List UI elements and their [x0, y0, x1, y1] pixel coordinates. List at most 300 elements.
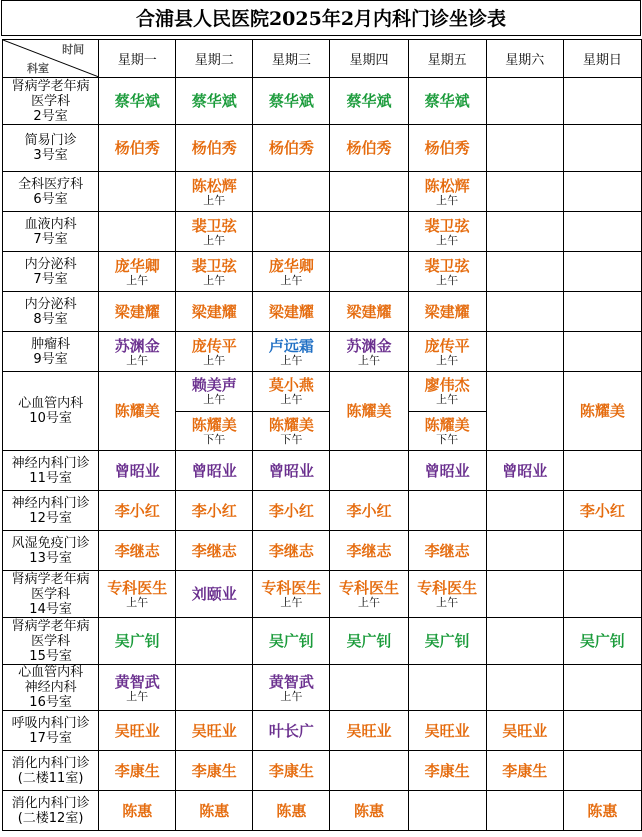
doctor-name: 裴卫弦: [191, 216, 237, 235]
department-label: 神经内科门诊: [11, 455, 90, 471]
department-label: 15号室: [29, 648, 72, 664]
session-label: 上午: [203, 193, 226, 207]
schedule-row: [3, 372, 642, 451]
session-label: 上午: [203, 353, 226, 367]
doctor-name: 杨伯秀: [346, 139, 392, 157]
doctor-name: 吴旺业: [346, 721, 392, 740]
department-label: 2号室: [33, 108, 68, 124]
department-cell: [3, 372, 99, 451]
schedule-cell: [99, 212, 176, 252]
doctor-name: 陈惠: [199, 801, 230, 820]
schedule-row: [3, 751, 642, 791]
department-cell: [3, 125, 99, 172]
schedule-subcell: [253, 372, 329, 412]
doctor-name: 陈惠: [122, 801, 153, 820]
doctor-name: 梁建耀: [191, 302, 237, 321]
department-cell: [3, 212, 99, 252]
department-label: 8号室: [33, 311, 68, 327]
schedule-cell: [408, 292, 486, 332]
schedule-cell: [99, 292, 176, 332]
department-label: 呼吸内科门诊: [11, 715, 90, 731]
session-label: 上午: [280, 689, 303, 703]
schedule-cell: [486, 491, 563, 531]
schedule-cell: [408, 372, 486, 451]
schedule-cell: [253, 332, 330, 372]
schedule-cell: [486, 751, 563, 791]
schedule-cell: [408, 531, 486, 571]
schedule-cell: [408, 78, 486, 125]
schedule-cell: [253, 791, 330, 831]
doctor-name: 李继志: [114, 541, 160, 560]
department-cell: [3, 711, 99, 751]
department-label: 7号室: [33, 271, 68, 287]
doctor-name: 吴广钊: [424, 632, 470, 650]
schedule-cell: [330, 751, 408, 791]
schedule-cell: [563, 292, 641, 332]
schedule-cell: [176, 618, 253, 665]
schedule-cell: [330, 791, 408, 831]
department-label: 肾病学老年病: [11, 571, 90, 587]
doctor-name: 杨伯秀: [191, 139, 237, 157]
session-label: 下午: [436, 432, 459, 446]
schedule-cell: [486, 665, 563, 711]
schedule-cell: [330, 571, 408, 618]
doctor-name: 李继志: [191, 541, 237, 560]
doctor-name: 叶长广: [268, 721, 314, 740]
doctor-name: 庞华卿: [268, 256, 314, 275]
doctor-name: 裴卫弦: [424, 256, 470, 275]
doctor-name: 李小红: [191, 501, 237, 520]
schedule-row: [3, 78, 642, 125]
session-label: 下午: [203, 432, 226, 446]
schedule-row: [3, 531, 642, 571]
schedule-cell: [253, 571, 330, 618]
schedule-cell: [330, 491, 408, 531]
department-label: 心血管内科: [18, 665, 84, 680]
doctor-name: 李继志: [268, 541, 314, 560]
doctor-name: 陈耀美: [191, 415, 237, 434]
schedule-cell: [253, 491, 330, 531]
schedule-cell: [563, 791, 641, 831]
schedule-cell: [563, 212, 641, 252]
doctor-name: 吴旺业: [191, 721, 237, 740]
department-cell: [3, 618, 99, 665]
session-label: 上午: [358, 596, 381, 609]
schedule-cell: [408, 332, 486, 372]
schedule-cell: [408, 212, 486, 252]
day-header-sat: 星期六: [486, 40, 563, 78]
schedule-cell: [253, 212, 330, 252]
doctor-name: 陈惠: [354, 801, 385, 820]
schedule-cell: [563, 665, 641, 711]
schedule-cell: [99, 665, 176, 711]
session-label: 上午: [126, 689, 149, 703]
schedule-cell: [486, 372, 563, 451]
doctor-name: 陈松辉: [191, 176, 237, 195]
department-label: 神经内科门诊: [11, 495, 90, 511]
schedule-cell: [176, 125, 253, 172]
schedule-row: [3, 172, 642, 212]
schedule-cell: [253, 618, 330, 665]
department-label: 简易门诊: [24, 133, 77, 148]
doctor-name: 赖美声: [191, 376, 237, 395]
schedule-cell: [176, 172, 253, 212]
session-label: 上午: [126, 273, 149, 287]
department-label: 神经内科: [24, 680, 77, 695]
doctor-name: 蔡华斌: [191, 92, 237, 110]
doctor-name: 曾昭业: [268, 461, 314, 480]
doctor-name: 吴旺业: [502, 721, 548, 740]
schedule-cell: [176, 751, 253, 791]
schedule-cell: [408, 252, 486, 292]
doctor-name: 李康生: [502, 761, 548, 780]
session-label: 上午: [203, 273, 226, 287]
schedule-cell: [176, 252, 253, 292]
schedule-row: [3, 451, 642, 491]
doctor-name: 专科医生: [417, 579, 478, 597]
schedule-cell: [99, 78, 176, 125]
schedule-row: [3, 571, 642, 618]
doctor-name: 曾昭业: [424, 461, 470, 480]
schedule-cell: [99, 372, 176, 451]
schedule-cell: [486, 292, 563, 332]
schedule-cell: [176, 791, 253, 831]
doctor-name: 陈耀美: [346, 402, 392, 420]
doctor-name: 吴旺业: [114, 721, 160, 740]
day-header-wed: 星期三: [253, 40, 330, 78]
session-label: 上午: [358, 353, 381, 367]
page-title: 合浦县人民医院2025年2月内科门诊坐诊表: [1, 0, 641, 36]
department-label: 医学科: [31, 633, 71, 649]
department-label: (二楼12室): [17, 810, 84, 826]
schedule-cell: [486, 571, 563, 618]
schedule-row: [3, 292, 642, 332]
schedule-row: [3, 332, 642, 372]
department-label: 内分泌科: [24, 256, 77, 272]
schedule-row: [3, 665, 642, 711]
department-label: 14号室: [29, 601, 72, 617]
doctor-name: 杨伯秀: [424, 139, 470, 157]
schedule-cell: [176, 665, 253, 711]
schedule-cell: [486, 711, 563, 751]
schedule-cell: [486, 332, 563, 372]
schedule-cell: [253, 292, 330, 332]
corner-dept-label: 科室: [27, 62, 49, 75]
schedule-cell: [408, 618, 486, 665]
department-label: 心血管内科: [18, 396, 84, 411]
schedule-cell: [330, 618, 408, 665]
doctor-name: 专科医生: [339, 579, 400, 597]
schedule-cell: [563, 252, 641, 292]
schedule-cell: [99, 172, 176, 212]
schedule-subcell: [176, 412, 252, 451]
doctor-name: 苏渊金: [114, 336, 160, 355]
department-cell: [3, 292, 99, 332]
schedule-cell: [486, 172, 563, 212]
schedule-cell: [99, 791, 176, 831]
department-label: 6号室: [33, 191, 68, 207]
session-label: 上午: [436, 393, 459, 407]
doctor-name: 庞华卿: [114, 256, 160, 275]
department-cell: [3, 751, 99, 791]
department-cell: [3, 172, 99, 212]
session-label: 上午: [436, 353, 459, 367]
session-label: 上午: [436, 273, 459, 287]
schedule-cell: [408, 491, 486, 531]
session-label: 上午: [126, 596, 149, 609]
schedule-body: [3, 78, 642, 831]
department-label: 12号室: [29, 510, 72, 526]
schedule-row: [3, 791, 642, 831]
schedule-cell: [408, 791, 486, 831]
doctor-name: 陈惠: [587, 801, 618, 820]
department-cell: [3, 451, 99, 491]
schedule-cell: [563, 372, 641, 451]
department-label: 医学科: [31, 586, 71, 602]
doctor-name: 陈耀美: [424, 415, 470, 434]
schedule-cell: [330, 125, 408, 172]
schedule-cell: [408, 571, 486, 618]
session-label: 上午: [436, 596, 459, 609]
day-header-mon: 星期一: [99, 40, 176, 78]
doctor-name: 陈松辉: [424, 176, 470, 195]
day-header-tue: 星期二: [176, 40, 253, 78]
department-cell: [3, 491, 99, 531]
schedule-cell: [99, 751, 176, 791]
doctor-name: 李继志: [424, 541, 470, 560]
schedule-cell: [330, 372, 408, 451]
schedule-cell: [176, 571, 253, 618]
schedule-cell: [486, 451, 563, 491]
schedule-cell: [176, 332, 253, 372]
schedule-cell: [408, 172, 486, 212]
doctor-name: 苏渊金: [346, 336, 392, 355]
schedule-table: [2, 39, 642, 831]
doctor-name: 裴卫弦: [191, 256, 237, 275]
doctor-name: 吴旺业: [424, 721, 470, 740]
department-label: (二楼11室): [17, 770, 84, 786]
doctor-name: 曾昭业: [191, 461, 237, 480]
schedule-cell: [99, 618, 176, 665]
session-label: 上午: [280, 273, 303, 287]
corner-time-label: 时间: [62, 43, 85, 56]
doctor-name: 黄智武: [268, 672, 314, 691]
schedule-cell: [253, 451, 330, 491]
schedule-cell: [408, 751, 486, 791]
doctor-name: 陈耀美: [268, 415, 314, 434]
schedule-cell: [176, 451, 253, 491]
corner-header: [3, 40, 99, 78]
department-label: 医学科: [31, 93, 71, 109]
schedule-cell: [330, 172, 408, 212]
schedule-cell: [176, 292, 253, 332]
day-header-thu: 星期四: [330, 40, 408, 78]
department-cell: [3, 571, 99, 618]
doctor-name: 李康生: [191, 761, 237, 780]
doctor-name: 蔡华斌: [346, 92, 392, 110]
doctor-name: 陈耀美: [114, 402, 160, 420]
session-label: 上午: [126, 353, 149, 367]
department-label: 内分泌科: [24, 296, 77, 312]
schedule-cell: [330, 451, 408, 491]
schedule-cell: [486, 531, 563, 571]
doctor-name: 陈惠: [276, 801, 307, 820]
doctor-name: 卢远霜: [268, 336, 314, 355]
department-label: 风湿免疫门诊: [11, 535, 90, 551]
doctor-name: 庞传平: [424, 336, 470, 355]
schedule-cell: [486, 252, 563, 292]
schedule-cell: [253, 372, 330, 451]
schedule-cell: [563, 451, 641, 491]
doctor-name: 廖伟杰: [424, 376, 470, 395]
schedule-row: [3, 491, 642, 531]
header-row: [3, 40, 642, 78]
schedule-cell: [176, 78, 253, 125]
schedule-cell: [408, 451, 486, 491]
session-label: 上午: [436, 233, 459, 247]
doctor-name: 李小红: [268, 501, 314, 520]
schedule-cell: [486, 125, 563, 172]
schedule-cell: [330, 78, 408, 125]
doctor-name: 李康生: [424, 761, 470, 780]
schedule-row: [3, 618, 642, 665]
doctor-name: 曾昭业: [502, 461, 548, 480]
schedule-cell: [99, 252, 176, 292]
schedule-row: [3, 125, 642, 172]
schedule-cell: [99, 125, 176, 172]
schedule-cell: [563, 571, 641, 618]
department-label: 9号室: [33, 351, 68, 367]
schedule-cell: [99, 491, 176, 531]
doctor-name: 梁建耀: [424, 302, 470, 321]
schedule-cell: [253, 751, 330, 791]
schedule-cell: [563, 332, 641, 372]
schedule-cell: [330, 292, 408, 332]
department-label: 消化内科门诊: [11, 755, 90, 771]
doctor-name: 蔡华斌: [268, 92, 314, 110]
schedule-cell: [408, 125, 486, 172]
schedule-cell: [330, 531, 408, 571]
doctor-name: 黄智武: [114, 672, 160, 691]
doctor-name: 吴广钊: [346, 632, 392, 650]
doctor-name: 庞传平: [191, 336, 237, 355]
doctor-name: 李小红: [346, 501, 392, 520]
department-label: 血液内科: [24, 216, 77, 232]
schedule-cell: [563, 531, 641, 571]
session-label: 上午: [280, 393, 303, 407]
session-label: 上午: [203, 233, 226, 247]
doctor-name: 梁建耀: [114, 302, 160, 321]
department-label: 肾病学老年病: [11, 618, 90, 634]
doctor-name: 杨伯秀: [268, 139, 314, 157]
doctor-name: 蔡华斌: [424, 92, 470, 110]
schedule-cell: [330, 665, 408, 711]
schedule-cell: [330, 212, 408, 252]
department-cell: [3, 78, 99, 125]
session-label: 下午: [280, 432, 303, 446]
schedule-cell: [563, 491, 641, 531]
schedule-cell: [253, 711, 330, 751]
department-cell: [3, 665, 99, 711]
schedule-cell: [99, 711, 176, 751]
department-label: 11号室: [29, 470, 72, 486]
schedule-row: [3, 252, 642, 292]
department-label: 13号室: [29, 550, 72, 566]
schedule-cell: [563, 125, 641, 172]
doctor-name: 梁建耀: [346, 302, 392, 321]
schedule-cell: [253, 252, 330, 292]
schedule-cell: [330, 252, 408, 292]
doctor-name: 吴广钊: [268, 632, 314, 650]
doctor-name: 吴广钊: [579, 632, 625, 650]
schedule-subcell: [176, 372, 252, 412]
schedule-subcell: [409, 372, 486, 412]
schedule-cell: [253, 172, 330, 212]
schedule-cell: [408, 665, 486, 711]
department-cell: [3, 332, 99, 372]
schedule-cell: [99, 332, 176, 372]
doctor-name: 李小红: [579, 501, 625, 520]
doctor-name: 刘颐业: [191, 585, 237, 603]
schedule-cell: [253, 125, 330, 172]
doctor-name: 李继志: [346, 541, 392, 560]
session-label: 上午: [280, 596, 303, 609]
department-label: 全科医疗科: [18, 176, 84, 192]
schedule-cell: [330, 332, 408, 372]
department-label: 3号室: [33, 148, 68, 163]
schedule-cell: [563, 751, 641, 791]
schedule-cell: [486, 212, 563, 252]
doctor-name: 莫小燕: [268, 376, 314, 395]
doctor-name: 李康生: [268, 761, 314, 780]
session-label: 上午: [436, 193, 459, 207]
department-label: 17号室: [29, 730, 72, 746]
schedule-subcell: [409, 412, 486, 451]
doctor-name: 裴卫弦: [424, 216, 470, 235]
doctor-name: 梁建耀: [268, 302, 314, 321]
schedule-cell: [408, 711, 486, 751]
schedule-cell: [563, 78, 641, 125]
doctor-name: 李康生: [114, 761, 160, 780]
session-label: 上午: [280, 353, 303, 367]
schedule-cell: [563, 618, 641, 665]
schedule-cell: [253, 78, 330, 125]
schedule-row: [3, 711, 642, 751]
doctor-name: 李小红: [114, 501, 160, 520]
schedule-cell: [176, 212, 253, 252]
department-cell: [3, 252, 99, 292]
doctor-name: 曾昭业: [114, 461, 160, 480]
doctor-name: 蔡华斌: [114, 92, 160, 110]
department-label: 消化内科门诊: [11, 795, 90, 811]
doctor-name: 专科医生: [107, 579, 168, 597]
department-label: 16号室: [29, 695, 72, 710]
day-header-fri: 星期五: [408, 40, 486, 78]
schedule-cell: [253, 665, 330, 711]
department-label: 10号室: [29, 411, 72, 426]
schedule-cell: [99, 451, 176, 491]
schedule-cell: [486, 618, 563, 665]
day-header-sun: 星期日: [563, 40, 641, 78]
schedule-cell: [176, 491, 253, 531]
department-label: 肿瘤科: [31, 336, 71, 352]
schedule-cell: [176, 711, 253, 751]
doctor-name: 专科医生: [261, 579, 322, 597]
schedule-cell: [486, 791, 563, 831]
department-cell: [3, 791, 99, 831]
schedule-cell: [99, 571, 176, 618]
schedule-cell: [99, 531, 176, 571]
